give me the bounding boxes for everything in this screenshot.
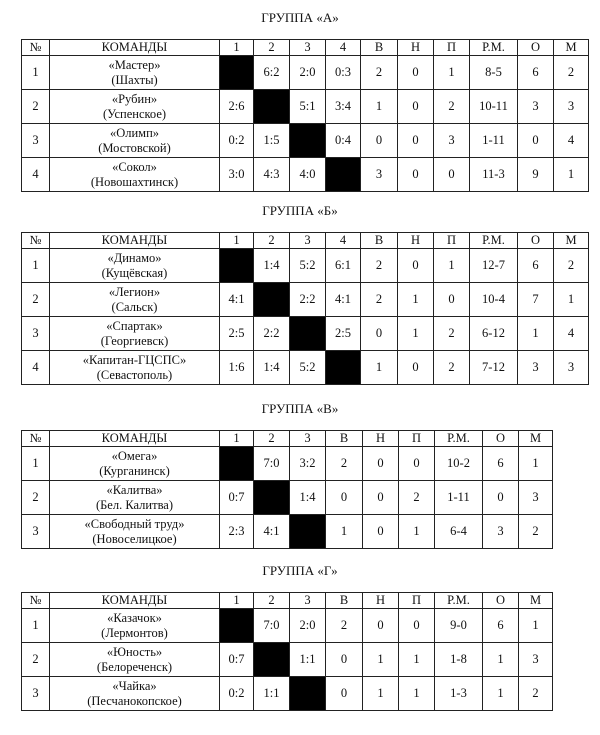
team-name: «Легион» <box>108 284 161 299</box>
goals-cell: 7-12 <box>470 351 518 385</box>
col-place: М <box>554 233 589 249</box>
col-goals: Р.М. <box>435 431 483 447</box>
losses-cell: 0 <box>434 283 470 317</box>
header-row <box>22 40 589 56</box>
score-cell: 2:0 <box>290 609 326 643</box>
score-cell: 5:2 <box>290 249 326 283</box>
col-draws: Н <box>398 233 434 249</box>
col-4: 4 <box>326 233 361 249</box>
table-row <box>22 124 589 158</box>
team-cell <box>50 56 220 90</box>
points-cell: 6 <box>518 56 554 90</box>
col-draws: Н <box>398 40 434 56</box>
self-match-cell <box>254 481 290 515</box>
col-2: 2 <box>254 593 290 609</box>
score-cell: 1:4 <box>254 249 290 283</box>
score-cell: 2:2 <box>254 317 290 351</box>
score-cell: 3:0 <box>220 158 254 192</box>
losses-cell: 2 <box>434 90 470 124</box>
team-cell <box>50 677 220 711</box>
team-city: (Курганинск) <box>99 463 170 478</box>
col-wins: В <box>326 593 363 609</box>
col-num: № <box>22 233 50 249</box>
team-name: «Казачок» <box>107 610 162 625</box>
losses-cell: 1 <box>399 515 435 549</box>
row-num: 3 <box>22 124 50 158</box>
col-2: 2 <box>254 233 290 249</box>
col-place: М <box>519 431 553 447</box>
team-name: «Мастер» <box>108 57 161 72</box>
row-num: 1 <box>22 56 50 90</box>
points-cell: 3 <box>483 515 519 549</box>
score-cell: 5:1 <box>290 90 326 124</box>
col-draws: Н <box>363 431 399 447</box>
score-cell: 7:0 <box>254 609 290 643</box>
wins-cell: 2 <box>361 249 398 283</box>
row-num: 4 <box>22 351 50 385</box>
row-num: 2 <box>22 481 50 515</box>
row-num: 2 <box>22 643 50 677</box>
place-cell: 3 <box>554 351 589 385</box>
draws-cell: 1 <box>398 317 434 351</box>
draws-cell: 0 <box>363 481 399 515</box>
group-b <box>0 203 600 382</box>
group-g <box>0 563 600 708</box>
col-num: № <box>22 593 50 609</box>
col-1: 1 <box>220 233 254 249</box>
table-row <box>22 317 589 351</box>
goals-cell: 1-11 <box>470 124 518 158</box>
col-2: 2 <box>254 40 290 56</box>
col-team: КОМАНДЫ <box>50 593 220 609</box>
team-cell <box>50 481 220 515</box>
self-match-cell <box>254 643 290 677</box>
losses-cell: 2 <box>434 317 470 351</box>
self-match-cell <box>254 283 290 317</box>
col-1: 1 <box>220 593 254 609</box>
goals-cell: 10-4 <box>470 283 518 317</box>
score-cell: 2:5 <box>220 317 254 351</box>
score-cell: 5:2 <box>290 351 326 385</box>
col-team: КОМАНДЫ <box>50 233 220 249</box>
self-match-cell <box>254 90 290 124</box>
losses-cell: 2 <box>434 351 470 385</box>
wins-cell: 2 <box>361 56 398 90</box>
score-cell: 0:2 <box>220 677 254 711</box>
col-goals: Р.М. <box>470 233 518 249</box>
score-cell: 2:2 <box>290 283 326 317</box>
points-cell: 3 <box>518 90 554 124</box>
draws-cell: 0 <box>398 90 434 124</box>
wins-cell: 1 <box>361 90 398 124</box>
team-name: «Калитва» <box>106 482 163 497</box>
score-cell: 4:1 <box>254 515 290 549</box>
draws-cell: 0 <box>398 124 434 158</box>
col-wins: В <box>326 431 363 447</box>
table-row <box>22 351 589 385</box>
wins-cell: 0 <box>326 481 363 515</box>
wins-cell: 1 <box>326 515 363 549</box>
row-num: 3 <box>22 317 50 351</box>
team-cell <box>50 90 220 124</box>
group-a <box>0 10 600 189</box>
table-row <box>22 515 553 549</box>
score-cell: 1:6 <box>220 351 254 385</box>
score-cell: 3:4 <box>326 90 361 124</box>
losses-cell: 0 <box>434 158 470 192</box>
score-cell: 3:2 <box>290 447 326 481</box>
points-cell: 1 <box>518 317 554 351</box>
table-row <box>22 56 589 90</box>
points-cell: 0 <box>483 481 519 515</box>
row-num: 1 <box>22 447 50 481</box>
place-cell: 3 <box>519 643 553 677</box>
score-cell: 2:0 <box>290 56 326 90</box>
team-cell <box>50 317 220 351</box>
team-city: (Новошахтинск) <box>90 174 179 189</box>
draws-cell: 0 <box>363 515 399 549</box>
place-cell: 1 <box>554 158 589 192</box>
group-v <box>0 401 600 546</box>
goals-cell: 10-11 <box>470 90 518 124</box>
table-row <box>22 481 553 515</box>
goals-cell: 12-7 <box>470 249 518 283</box>
score-cell: 4:0 <box>290 158 326 192</box>
losses-cell: 0 <box>399 447 435 481</box>
col-points: О <box>518 40 554 56</box>
self-match-cell <box>290 124 326 158</box>
header-row <box>22 431 553 447</box>
points-cell: 0 <box>518 124 554 158</box>
place-cell: 1 <box>519 609 553 643</box>
place-cell: 2 <box>554 249 589 283</box>
points-cell: 6 <box>483 447 519 481</box>
goals-cell: 10-2 <box>435 447 483 481</box>
score-cell: 0:2 <box>220 124 254 158</box>
team-name: «Сокол» <box>112 159 157 174</box>
col-place: М <box>554 40 589 56</box>
row-num: 3 <box>22 515 50 549</box>
col-points: О <box>518 233 554 249</box>
col-wins: В <box>361 233 398 249</box>
row-num: 4 <box>22 158 50 192</box>
col-3: 3 <box>290 233 326 249</box>
team-city: (Кущёвская) <box>101 265 168 280</box>
losses-cell: 2 <box>399 481 435 515</box>
team-city: (Севастополь) <box>96 367 173 382</box>
score-cell: 0:3 <box>326 56 361 90</box>
score-cell: 6:1 <box>326 249 361 283</box>
losses-cell: 1 <box>434 56 470 90</box>
score-cell: 4:1 <box>220 283 254 317</box>
col-place: М <box>519 593 553 609</box>
wins-cell: 0 <box>326 677 363 711</box>
score-cell: 0:7 <box>220 481 254 515</box>
team-city: (Новоселицкое) <box>92 531 177 546</box>
score-cell: 4:1 <box>326 283 361 317</box>
goals-cell: 6-4 <box>435 515 483 549</box>
col-goals: Р.М. <box>435 593 483 609</box>
col-4: 4 <box>326 40 361 56</box>
table-row <box>22 677 553 711</box>
goals-cell: 1-11 <box>435 481 483 515</box>
score-cell: 1:4 <box>254 351 290 385</box>
col-num: № <box>22 431 50 447</box>
header-row <box>22 233 589 249</box>
team-name: «Олимп» <box>109 125 160 140</box>
group-title: ГРУППА «Б» <box>262 203 338 218</box>
group-title: ГРУППА «В» <box>261 401 339 416</box>
standings-table <box>21 592 553 711</box>
wins-cell: 1 <box>361 351 398 385</box>
col-1: 1 <box>220 431 254 447</box>
points-cell: 1 <box>483 677 519 711</box>
draws-cell: 1 <box>363 677 399 711</box>
points-cell: 6 <box>518 249 554 283</box>
col-points: О <box>483 431 519 447</box>
col-3: 3 <box>290 593 326 609</box>
score-cell: 1:5 <box>254 124 290 158</box>
team-city: (Георгиевск) <box>100 333 169 348</box>
row-num: 3 <box>22 677 50 711</box>
self-match-cell <box>290 515 326 549</box>
place-cell: 1 <box>554 283 589 317</box>
team-city: (Лермонтов) <box>101 625 168 640</box>
points-cell: 3 <box>518 351 554 385</box>
col-3: 3 <box>290 40 326 56</box>
draws-cell: 0 <box>398 158 434 192</box>
col-draws: Н <box>363 593 399 609</box>
draws-cell: 1 <box>363 643 399 677</box>
place-cell: 4 <box>554 317 589 351</box>
score-cell: 4:3 <box>254 158 290 192</box>
team-city: (Успенское) <box>102 106 167 121</box>
points-cell: 9 <box>518 158 554 192</box>
table-row <box>22 90 589 124</box>
self-match-cell <box>220 56 254 90</box>
table-row <box>22 447 553 481</box>
standings-table <box>21 39 589 192</box>
place-cell: 3 <box>519 481 553 515</box>
place-cell: 2 <box>519 515 553 549</box>
col-losses: П <box>399 593 435 609</box>
group-title: ГРУППА «А» <box>261 10 339 25</box>
place-cell: 4 <box>554 124 589 158</box>
team-name: «Юность» <box>106 644 163 659</box>
goals-cell: 8-5 <box>470 56 518 90</box>
wins-cell: 2 <box>326 447 363 481</box>
table-row <box>22 609 553 643</box>
wins-cell: 0 <box>326 643 363 677</box>
wins-cell: 3 <box>361 158 398 192</box>
goals-cell: 9-0 <box>435 609 483 643</box>
draws-cell: 0 <box>398 249 434 283</box>
points-cell: 6 <box>483 609 519 643</box>
header-row <box>22 593 553 609</box>
goals-cell: 11-3 <box>470 158 518 192</box>
score-cell: 1:1 <box>290 643 326 677</box>
group-title: ГРУППА «Г» <box>262 563 338 578</box>
row-num: 1 <box>22 609 50 643</box>
wins-cell: 2 <box>326 609 363 643</box>
col-team: КОМАНДЫ <box>50 431 220 447</box>
col-wins: В <box>361 40 398 56</box>
team-cell <box>50 283 220 317</box>
losses-cell: 1 <box>399 677 435 711</box>
row-num: 2 <box>22 90 50 124</box>
place-cell: 2 <box>519 677 553 711</box>
team-cell <box>50 158 220 192</box>
draws-cell: 0 <box>398 351 434 385</box>
team-cell <box>50 515 220 549</box>
place-cell: 2 <box>554 56 589 90</box>
row-num: 2 <box>22 283 50 317</box>
standings-table <box>21 430 553 549</box>
team-city: (Шахты) <box>111 72 158 87</box>
team-city: (Сальск) <box>111 299 158 314</box>
score-cell: 7:0 <box>254 447 290 481</box>
team-city: (Мостовской) <box>98 140 171 155</box>
team-cell <box>50 249 220 283</box>
self-match-cell <box>290 677 326 711</box>
wins-cell: 0 <box>361 124 398 158</box>
losses-cell: 3 <box>434 124 470 158</box>
self-match-cell <box>326 351 361 385</box>
self-match-cell <box>220 447 254 481</box>
score-cell: 1:1 <box>254 677 290 711</box>
table-row <box>22 249 589 283</box>
draws-cell: 0 <box>363 447 399 481</box>
table-row <box>22 158 589 192</box>
place-cell: 3 <box>554 90 589 124</box>
table-row <box>22 643 553 677</box>
table-row <box>22 283 589 317</box>
self-match-cell <box>220 609 254 643</box>
wins-cell: 2 <box>361 283 398 317</box>
team-cell <box>50 447 220 481</box>
draws-cell: 1 <box>398 283 434 317</box>
col-num: № <box>22 40 50 56</box>
goals-cell: 1-8 <box>435 643 483 677</box>
col-losses: П <box>434 233 470 249</box>
points-cell: 7 <box>518 283 554 317</box>
self-match-cell <box>220 249 254 283</box>
score-cell: 6:2 <box>254 56 290 90</box>
self-match-cell <box>326 158 361 192</box>
team-name: «Спартак» <box>106 318 163 333</box>
score-cell: 2:5 <box>326 317 361 351</box>
team-cell <box>50 351 220 385</box>
goals-cell: 6-12 <box>470 317 518 351</box>
team-name: «Динамо» <box>107 250 162 265</box>
score-cell: 0:7 <box>220 643 254 677</box>
score-cell: 1:4 <box>290 481 326 515</box>
team-name: «Омега» <box>111 448 158 463</box>
team-cell <box>50 643 220 677</box>
team-city: (Бел. Калитва) <box>95 497 174 512</box>
col-goals: Р.М. <box>470 40 518 56</box>
col-1: 1 <box>220 40 254 56</box>
score-cell: 2:6 <box>220 90 254 124</box>
team-city: (Песчанокопское) <box>87 693 182 708</box>
score-cell: 2:3 <box>220 515 254 549</box>
goals-cell: 1-3 <box>435 677 483 711</box>
score-cell: 0:4 <box>326 124 361 158</box>
team-name: «Капитан-ГЦСПС» <box>82 352 187 367</box>
col-2: 2 <box>254 431 290 447</box>
col-team: КОМАНДЫ <box>50 40 220 56</box>
standings-table <box>21 232 589 385</box>
col-losses: П <box>399 431 435 447</box>
team-name: «Свободный труд» <box>84 516 185 531</box>
points-cell: 1 <box>483 643 519 677</box>
team-cell <box>50 124 220 158</box>
self-match-cell <box>290 317 326 351</box>
team-name: «Чайка» <box>112 678 157 693</box>
col-losses: П <box>434 40 470 56</box>
losses-cell: 1 <box>399 643 435 677</box>
team-name: «Рубин» <box>111 91 158 106</box>
row-num: 1 <box>22 249 50 283</box>
place-cell: 1 <box>519 447 553 481</box>
losses-cell: 1 <box>434 249 470 283</box>
col-3: 3 <box>290 431 326 447</box>
wins-cell: 0 <box>361 317 398 351</box>
draws-cell: 0 <box>363 609 399 643</box>
team-cell <box>50 609 220 643</box>
col-points: О <box>483 593 519 609</box>
draws-cell: 0 <box>398 56 434 90</box>
losses-cell: 0 <box>399 609 435 643</box>
team-city: (Белореченск) <box>96 659 173 674</box>
